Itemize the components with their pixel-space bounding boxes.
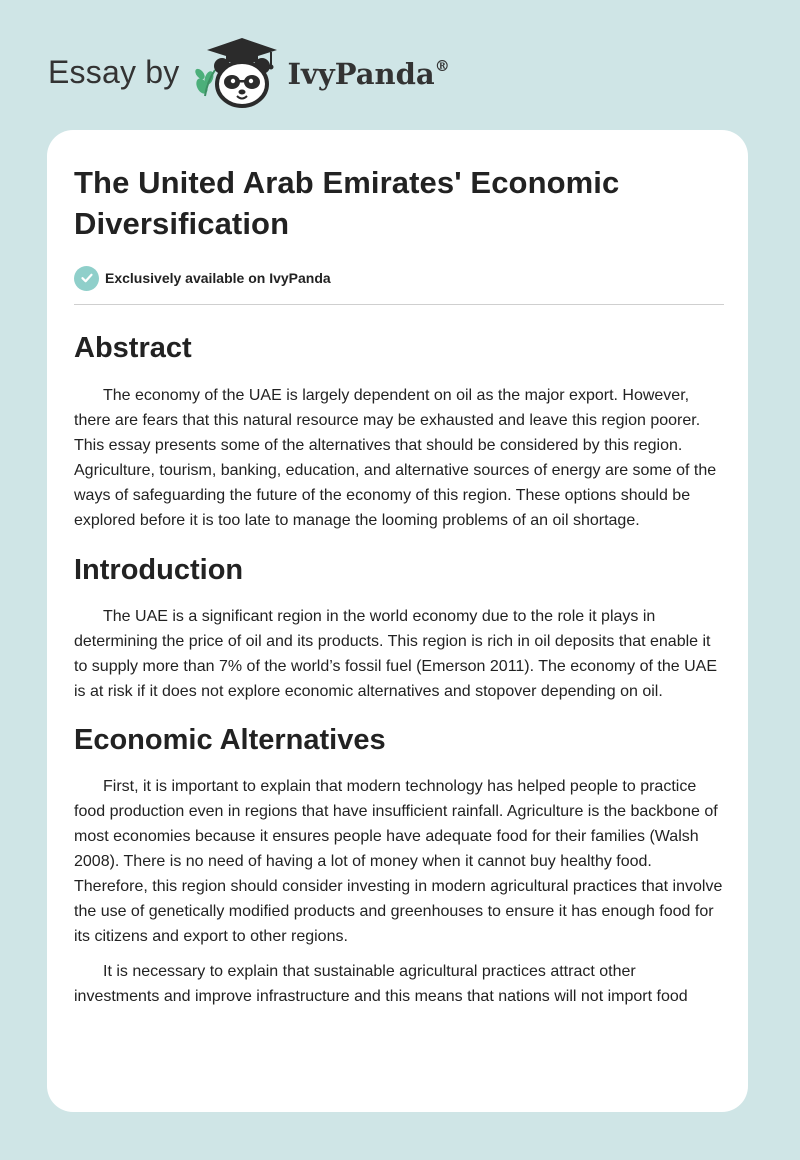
check-circle-icon: [74, 266, 99, 291]
section-economic-alternatives: [74, 723, 724, 1009]
paragraph: The economy of the UAE is largely dependent on oil as the major export. However, there are fears that this natural resource may be exhausted and leave this region poorer. This essay presents some of the alternatives that should be considered by this region. Agriculture, tourism, banking, education, and alternative sources of energy are some of the ways of safeguarding the future of the economy of this region. These options should be explored before it is too late to manage the looming problems of an oil shortage.: [74, 387, 717, 529]
paragraph: First, it is important to explain that modern technology has helped people to practice food production even in regions that have insufficient rainfall. Agriculture is the backbone of most economies because it ensures people have adequate food for their families (Walsh 2008). There is no need of having a lot of money when it cannot buy healthy food. Therefore, this region should consider investing in modern agricultural practices that involve the use of genetically modified products and greenhouses to ensure it has enough food for its citizens and export to other regions.: [74, 778, 723, 945]
brand-name[interactable]: [287, 57, 449, 91]
section-heading-introduction: Introduction: [74, 554, 244, 586]
section-heading-abstract: Abstract: [74, 332, 192, 364]
registered-mark: ®: [434, 57, 450, 76]
essay-card: [47, 130, 748, 1112]
page-title: The United Arab Emirates' Economic Diversification: [74, 165, 620, 241]
section-heading-economic-alternatives: Economic Alternatives: [74, 724, 386, 756]
brand-text: IvyPanda: [287, 57, 435, 91]
paragraph: It is necessary to explain that sustainable agricultural practices attract other investments and improve infrastructure and this means that nations will not import food: [74, 963, 688, 1005]
site-header: [48, 34, 450, 110]
essay-by-label: Essay by: [48, 53, 180, 90]
exclusive-label: Exclusively available on IvyPanda: [105, 270, 331, 286]
paragraph: The UAE is a significant region in the world economy due to the role it plays in determining the price of oil and its products. This region is rich in oil deposits that enable it to supply more than 7% of the world’s fossil fuel (Emerson 2011). The economy of the UAE is at risk if it does not explore economic alternatives and stopover depending on oil.: [74, 608, 717, 700]
essay-content: [74, 162, 724, 1009]
exclusive-badge: [74, 264, 724, 292]
panda-graduate-logo-icon[interactable]: [191, 34, 287, 110]
divider: [74, 304, 724, 305]
section-introduction: [74, 553, 724, 704]
section-abstract: [74, 331, 724, 533]
